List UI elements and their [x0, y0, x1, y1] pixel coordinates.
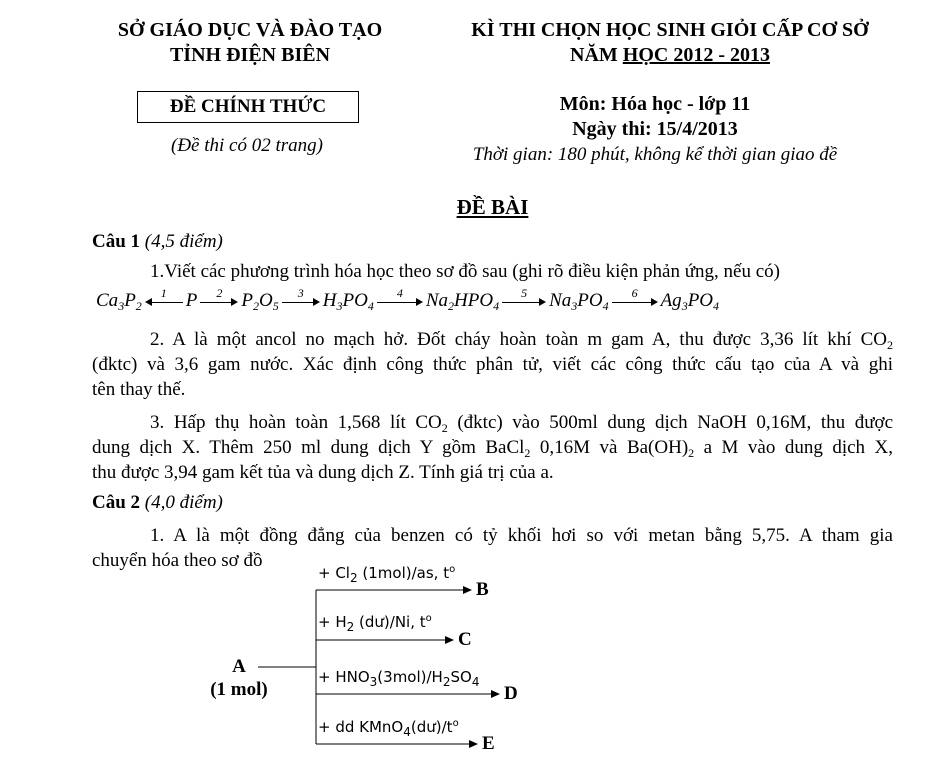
- q1-part2-line3: tên thay thế.: [92, 379, 186, 400]
- diagram-start-amount: (1 mol): [210, 679, 268, 700]
- arrow-to-d: [316, 690, 500, 698]
- q2-points: (4,0 điểm): [144, 492, 223, 513]
- exam-line2: NĂM HỌC 2012 - 2013: [570, 44, 770, 66]
- q2-part1-line1: 1. A là một đồng đẳng của benzen có tỷ khối hơi so với metan bằng 5,75. A tham gia: [150, 525, 893, 546]
- arrow-5-label: 5: [521, 285, 528, 300]
- q1-part3-line3: thu được 3,94 gam kết tủa và dung dịch Z. Tính giá trị của a.: [92, 462, 554, 483]
- arrow-1-label: 1: [160, 285, 167, 300]
- dept-line1: SỞ GIÁO DỤC VÀ ĐÀO TẠO: [117, 19, 383, 41]
- q1-points: (4,5 điểm): [144, 231, 223, 252]
- q1-part3-line2-a: dung dịch X. Thêm 250 ml dung dịch Y gồm BaCl: [92, 437, 525, 458]
- condition-d: + $HNO_3(3mol)/H_2SO_4$: [318, 668, 480, 689]
- arrow-4-label: 4: [396, 285, 403, 300]
- condition-c: + $H_2$ (dư)/Ni, $t^o$: [318, 613, 432, 634]
- q1-part3-line1-rest: (đktc) vào 500ml dung dịch NaOH 0,16M, thu được: [447, 412, 893, 433]
- official-label: ĐỀ CHÍNH THỨC: [169, 96, 327, 117]
- q1-part2-line1: 2. A là một ancol no mạch hở. Đốt cháy hoàn toàn m gam A, thu được 3,36 lít khí $CO_2$: [150, 329, 893, 352]
- q2-label: Câu 2: [92, 492, 141, 513]
- exam-line1: KÌ THI CHỌN HỌC SINH GIỎI CẤP CƠ SỞ: [471, 19, 869, 41]
- q1-label: Câu 1: [92, 231, 141, 252]
- arrow-3-label: 3: [297, 285, 304, 300]
- arrow-to-e: [316, 740, 478, 748]
- q1-part3-line2-b: 0,16M và Ba(OH): [530, 437, 689, 458]
- q1-part2-line1-text: 2. A là một ancol no mạch hở. Đốt cháy hoàn toàn m gam A, thu được 3,36 lít khí CO: [150, 329, 887, 350]
- pages-note: (Đề thi có 02 trang): [171, 135, 323, 156]
- product-d: D: [504, 683, 518, 704]
- reaction-chain: $Ca_3P_2$ 1 P 2 $P_2O_5$ 3 $H_3PO_4$ 4 $Na_2HPO_4$ 5 $Na_3PO_4$ 6 $Ag_3PO_4$: [96, 285, 720, 313]
- subject: Môn: Hóa học - lớp 11: [559, 93, 751, 115]
- arrow-to-b: [316, 586, 472, 594]
- condition-b: + $Cl_2$ (1mol)/as, $t^o$: [318, 564, 456, 585]
- product-c: C: [458, 629, 472, 650]
- q1-part3-line2-c: a M vào dung dịch X,: [694, 437, 894, 458]
- diagram-start: [196, 655, 282, 701]
- condition-e: + dd $KMnO_4(dư)/t^o$: [318, 718, 459, 739]
- q2-part1-line2: chuyển hóa theo sơ đồ: [92, 550, 263, 571]
- arrow-to-c: [316, 636, 454, 644]
- arrow-6-label: 6: [631, 285, 638, 300]
- product-b: B: [476, 579, 489, 600]
- product-e: E: [482, 733, 495, 754]
- dept-line2: TỈNH ĐIỆN BIÊN: [169, 44, 331, 66]
- q1-part3-line1: 3. Hấp thụ hoàn toàn 1,568 lít $CO_2$ (đktc) vào 500ml dung dịch NaOH 0,16M, thu được: [150, 412, 893, 435]
- q1-part3-line2: dung dịch X. Thêm 250 ml dung dịch Y gồm BaCl$_2$ 0,16M và $Ba(OH)_2$ a M vào dung dịch X,: [92, 437, 894, 460]
- q1-part3-line1-text: 3. Hấp thụ hoàn toàn 1,568 lít CO: [150, 412, 442, 433]
- q1-part1: 1.Viết các phương trình hóa học theo sơ đồ sau (ghi rõ điều kiện phản ứng, nếu có): [150, 261, 780, 282]
- arrow-2-label: 2: [216, 285, 223, 300]
- exam-time: Thời gian: 180 phút, không kể thời gian giao đề: [472, 144, 838, 165]
- exam-date: Ngày thi: 15/4/2013: [572, 118, 738, 140]
- diagram-start-label: A: [232, 656, 246, 677]
- page-title-text: ĐỀ BÀI: [456, 195, 529, 219]
- q1-part2-line2: (đktc) và 3,6 gam nước. Xác định công thức phân tử, viết các công thức cấu tạo của A và ghi: [92, 354, 893, 375]
